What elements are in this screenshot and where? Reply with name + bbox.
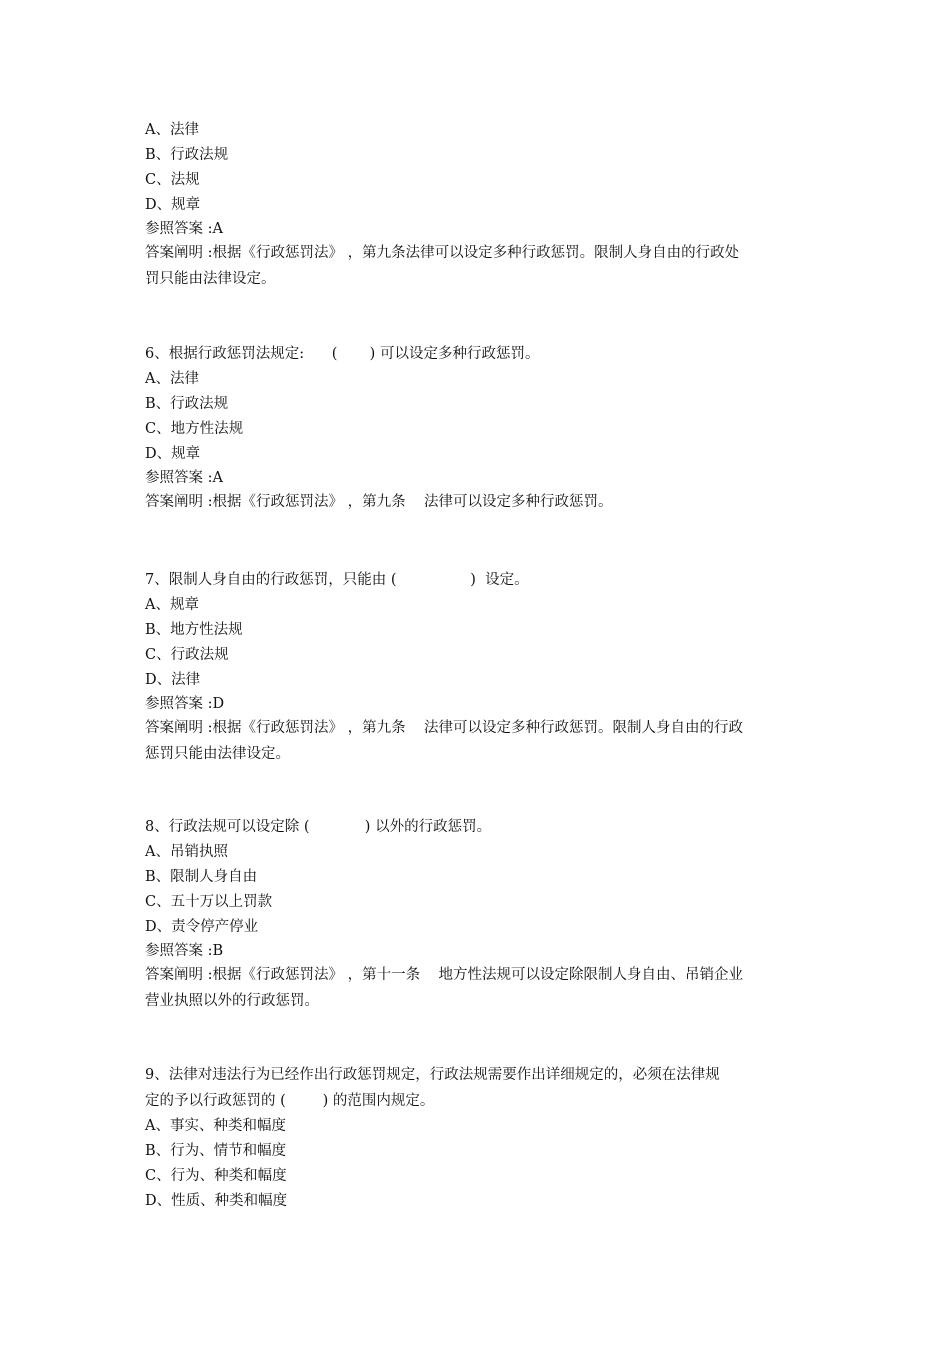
option-d: D、规章 bbox=[145, 446, 201, 462]
question-block-8 bbox=[145, 815, 805, 1014]
option-b: B、行为、情节和幅度 bbox=[145, 1143, 287, 1159]
option-c: C、法规 bbox=[145, 172, 200, 188]
question-block-6 bbox=[145, 342, 805, 515]
option-b: B、行政法规 bbox=[145, 396, 229, 412]
option-a: A、法律 bbox=[145, 122, 199, 138]
option-c: C、五十万以上罚款 bbox=[145, 894, 273, 910]
option-c: C、行为、种类和幅度 bbox=[145, 1168, 287, 1184]
question-text: 7、限制人身自由的行政惩罚，只能由 ( ) 设定。 bbox=[145, 572, 529, 588]
option-b: B、地方性法规 bbox=[145, 622, 243, 638]
reference-answer: 参照答案 :A bbox=[145, 470, 223, 486]
answer-explanation: 答案阐明 :根据《行政惩罚法》 ，第九条法律可以设定多种行政惩罚。限制人身自由的行政处 罚只能由法律设定。 bbox=[145, 245, 740, 287]
reference-answer: 参照答案 :B bbox=[145, 943, 224, 959]
answer-explanation: 答案阐明 :根据《行政惩罚法》 ，第十一条 地方性法规可以设定除限制人身自由、吊销企业 营业执照以外的行政惩罚。 bbox=[145, 967, 744, 1009]
document-page bbox=[145, 118, 805, 1214]
question-text: 9、法律对违法行为已经作出行政惩罚规定，行政法规需要作出详细规定的，必须在法律规 定的予以行政惩罚的 ( ) 的范围内规定。 bbox=[145, 1067, 720, 1109]
option-b: B、限制人身自由 bbox=[145, 869, 258, 885]
question-text: 6、根据行政惩罚法规定: ( ) 可以设定多种行政惩罚。 bbox=[145, 346, 540, 362]
question-block-7 bbox=[145, 568, 805, 767]
option-b: B、行政法规 bbox=[145, 147, 229, 163]
question-block-9 bbox=[145, 1062, 805, 1214]
reference-answer: 参照答案 :A bbox=[145, 221, 223, 237]
option-a: A、规章 bbox=[145, 597, 199, 613]
option-c: C、行政法规 bbox=[145, 647, 229, 663]
answer-explanation: 答案阐明 :根据《行政惩罚法》 ，第九条 法律可以设定多种行政惩罚。 bbox=[145, 494, 613, 510]
option-a: A、法律 bbox=[145, 371, 199, 387]
question-text: 8、行政法规可以设定除 ( ) 以外的行政惩罚。 bbox=[145, 819, 492, 835]
reference-answer: 参照答案 :D bbox=[145, 696, 225, 712]
option-d: D、规章 bbox=[145, 197, 201, 213]
option-d: D、法律 bbox=[145, 672, 201, 688]
option-d: D、性质、种类和幅度 bbox=[145, 1193, 288, 1209]
option-c: C、地方性法规 bbox=[145, 421, 244, 437]
option-a: A、事实、种类和幅度 bbox=[145, 1118, 286, 1134]
answer-explanation: 答案阐明 :根据《行政惩罚法》 ，第九条 法律可以设定多种行政惩罚。限制人身自由的行政 惩罚只能由法律设定。 bbox=[145, 720, 744, 762]
question-block-5 bbox=[145, 118, 805, 292]
option-d: D、责令停产停业 bbox=[145, 919, 259, 935]
option-a: A、吊销执照 bbox=[145, 844, 228, 860]
